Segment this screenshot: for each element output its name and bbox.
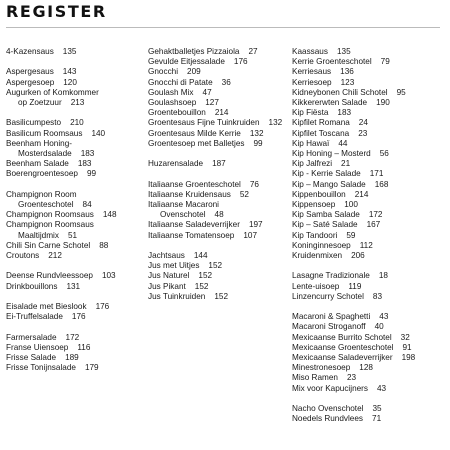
entry-page-number: 52 [239,189,249,199]
entry-name: Jus Naturel [148,271,190,281]
entry-page-number: 131 [66,281,81,291]
index-entry [148,271,282,281]
entry-continuation-line [6,200,117,210]
index-entry [292,159,415,169]
entry-name: Jus Tuinkruiden [148,291,206,301]
entry-page-number: 40 [374,322,384,332]
entry-name: Mexicaanse Burrito Schotel [292,332,392,342]
entry-page-number: 171 [369,169,384,179]
entry-page-number: 144 [193,251,208,261]
entry-page-number: 99 [253,138,263,148]
entry-name: Kip – Mango Salade [292,179,366,189]
entry-page-number: 44 [338,138,348,148]
entry-page-number: 135 [62,47,77,56]
entry-page-number: 95 [396,87,406,97]
entry-page-number: 198 [401,353,416,363]
index-entry [6,67,117,77]
entry-name: Kip Tandoori [292,230,338,240]
entry-page-number: 112 [359,240,373,250]
entry-name: Italiaanse Saladeverrijker [148,220,240,230]
entry-page-number: 152 [208,261,223,271]
index-entry [292,210,415,220]
entry-name: Kipfilet Romana [292,118,350,128]
index-column-1 [6,47,117,373]
entry-page-number: 59 [346,230,356,240]
entry-name-continuation: Groenteschotel [18,200,74,209]
entry-page-number: 209 [187,67,201,77]
group-spacer [292,394,415,404]
index-entry [148,88,282,98]
index-entry [6,312,117,322]
index-entry [292,57,415,67]
entry-page-number: 143 [62,67,77,77]
entry-name: Italiaanse Kruidensaus [148,189,231,199]
entry-page-number: 135 [336,47,351,56]
index-entry [148,200,282,220]
entry-name: Kip - Kerrie Salade [292,169,361,179]
entry-page-number: 103 [101,271,116,281]
entry-name: Croutons [6,251,40,261]
entry-page-number: 176 [95,302,110,311]
entry-page-number: 79 [380,57,390,67]
index-entry [148,159,282,169]
index-entry [148,190,282,200]
entry-page-number: 183 [80,149,95,158]
index-entry [148,180,282,190]
index-entry [292,241,415,251]
index-entry [292,139,415,149]
entry-page-number: 132 [249,128,264,138]
index-entry [292,88,415,98]
index-entry [148,261,282,271]
entry-page-number: 197 [248,220,263,230]
entry-name: Kip Honing – Mosterd [292,149,371,159]
index-entry [6,129,117,139]
index-entry [292,414,415,424]
entry-name: Gnocchi di Patate [148,77,213,87]
entry-name: Kip – Saté Salade [292,220,358,230]
entry-name: Kippensoep [292,200,336,210]
entry-page-number: 18 [378,271,388,281]
entry-name: Aspergesaus [6,67,54,77]
index-entry [292,343,415,353]
entry-name: Kidneybonen Chili Schotel [292,87,388,97]
entry-name: Miso Ramen [292,373,338,383]
index-entry [292,78,415,88]
index-entry [6,271,117,281]
index-entry [292,108,415,118]
entry-page-number: 152 [194,281,209,291]
entry-name: Deense Rundvleessoep [6,271,93,281]
group-spacer [148,241,282,251]
index-entry [292,98,415,108]
index-entry [292,353,415,363]
entry-name: Lasagne Tradizionale [292,271,370,281]
entry-page-number: 27 [248,47,258,56]
index-entry [292,312,415,322]
entry-page-number: 206 [351,251,365,261]
entry-name: Italiaanse Tomatensoep [148,230,235,240]
entry-name: Groentebouillon [148,108,206,118]
index-entry [292,282,415,292]
index-entry [292,190,415,200]
entry-name: Kerriesoep [292,77,332,87]
index-entry [292,129,415,139]
group-spacer [6,292,117,302]
entry-page-number: 21 [341,159,351,169]
index-entry [292,169,415,179]
entry-page-number: 99 [86,169,97,179]
entry-name: Kip Samba Salade [292,210,360,220]
group-spacer [6,180,117,190]
entry-page-number: 127 [205,98,219,108]
entry-page-number: 32 [400,332,410,342]
entry-name: Kikkererwten Salade [292,98,368,108]
entry-name: 4-Kazensaus [6,47,54,56]
index-entry [148,78,282,88]
entry-page-number: 107 [243,230,258,240]
index-entry [148,57,282,67]
entry-page-number: 120 [63,77,77,87]
entry-name: Drinkbouillons [6,281,58,291]
group-spacer [6,322,117,332]
index-entry [6,333,117,343]
entry-name: Kip Hawaï [292,138,330,148]
index-entry [292,251,415,261]
entry-name: Kippenbouillon [292,189,346,199]
index-entry [292,180,415,190]
entry-name-continuation: Maaltijdmix [18,230,59,240]
entry-name: Mexicaanse Groenteschotel [292,342,394,352]
entry-name: Gnocchi [148,67,179,77]
group-spacer [292,302,415,312]
entry-name: Beenham Salade [6,159,69,169]
entry-name: Groentesoep met Balletjes [148,138,245,148]
entry-name: Kerrie Groenteschotel [292,57,372,67]
index-entry [148,292,282,302]
entry-name: Basilicum Roomsaus [6,128,83,138]
entry-name: Kruidenmixen [292,251,343,261]
entry-page-number: 76 [249,179,259,189]
entry-name: Franse Uiensoep [6,342,69,352]
group-spacer [6,108,117,118]
index-entry [6,159,117,169]
entry-page-number: 187 [212,159,226,169]
index-entry [148,108,282,118]
index-entry [148,139,282,149]
entry-page-number: 152 [214,291,229,301]
entry-page-number: 119 [348,281,362,291]
entry-page-number: 128 [359,363,373,373]
index-entry [148,47,282,57]
index-entry [292,47,415,57]
entry-page-number: 123 [340,77,355,87]
group-spacer [6,261,117,271]
entry-name: Gehaktballetjes Pizzaiola [148,47,240,56]
entry-name: Frisse Salade [6,353,57,362]
entry-name: Champignon Roomsaus [6,210,94,220]
entry-name: Kip Fiësta [292,108,329,118]
entry-page-number: 132 [268,118,283,128]
index-entry [292,322,415,332]
index-entry [292,149,415,159]
index-entry [148,129,282,139]
index-entry [148,231,282,241]
entry-name-continuation: Ovenschotel [160,210,206,220]
entry-continuation-line [6,149,117,159]
index-entry [292,333,415,343]
entry-page-number: 24 [358,118,368,128]
index-entry [6,302,117,312]
index-entry [6,190,117,210]
entry-page-number: 116 [77,342,91,352]
entry-page-number: 100 [344,200,358,210]
entry-page-number: 48 [214,210,224,220]
index-entry [148,220,282,230]
entry-name: Groentesaus Fijne Tuinkruiden [148,118,260,128]
entry-page-number: 183 [77,159,92,169]
entry-page-number: 88 [99,240,109,250]
entry-name: Gevulde Eitjessalade [148,57,225,67]
entry-name: Augurken of Komkommer [6,87,99,97]
title-divider [6,27,440,28]
index-entry [6,220,117,240]
entry-page-number: 84 [82,200,92,209]
entry-name: Noedels Rundvlees [292,414,364,424]
entry-page-number: 172 [65,332,80,342]
entry-page-number: 176 [71,312,86,322]
entry-name: Ei-Truffelsalade [6,312,63,322]
entry-name: Jus Pikant [148,281,186,291]
index-entry [6,78,117,88]
entry-page-number: 148 [102,210,117,220]
index-entry [292,118,415,128]
entry-page-number: 23 [346,373,357,383]
entry-name: Kerriesaus [292,67,332,77]
entry-name: Macaroni Stroganoff [292,322,366,332]
entry-name: Italiaanse Macaroni [148,200,219,210]
entry-name: Aspergesoep [6,77,55,87]
index-entry [6,343,117,353]
entry-name: Huzarensalade [148,159,204,169]
index-entry [292,67,415,77]
entry-page-number: 214 [214,108,229,118]
page-title: REGISTER [6,2,107,21]
index-entry [292,363,415,373]
entry-name: Lente-uisoep [292,281,340,291]
entry-page-number: 183 [337,108,352,118]
entry-name: Chili Sin Carne Schotel [6,240,91,250]
entry-page-number: 214 [354,189,369,199]
entry-name: Jachtsaus [148,251,185,261]
group-spacer [148,149,282,159]
index-entry [6,139,117,159]
entry-page-number: 47 [202,87,212,97]
entry-page-number: 23 [358,128,368,138]
entry-name: Nacho Ovenschotel [292,404,364,414]
index-entry [148,98,282,108]
index-entry [6,282,117,292]
index-entry [148,282,282,292]
entry-name: Koninginnesoep [292,240,351,250]
entry-page-number: 140 [91,128,106,138]
entry-name: Minestronesoep [292,363,351,373]
entry-name: Italiaanse Groenteschotel [148,179,241,189]
group-spacer [148,169,282,179]
entry-page-number: 213 [70,98,85,107]
entry-name: Jus met Uitjes [148,261,200,271]
entry-name: Champignon Roomsaus [6,220,94,230]
index-entry [292,231,415,241]
entry-page-number: 210 [70,118,84,128]
entry-page-number: 212 [48,251,62,261]
entry-name: Kipfilet Toscana [292,128,350,138]
entry-page-number: 152 [198,271,213,281]
entry-name: Champignon Room [6,189,77,199]
entry-name: Mexicaanse Saladeverrijker [292,353,393,363]
entry-page-number: 179 [84,363,99,373]
entry-name: Beenham Honing- [6,138,72,148]
index-entry [6,88,117,108]
entry-page-number: 43 [377,383,387,393]
index-entry [292,292,415,302]
entry-page-number: 83 [372,291,383,301]
index-entry [6,47,117,57]
group-spacer [292,261,415,271]
entry-name: Eisalade met Bieslook [6,302,87,311]
index-entry [148,118,282,128]
entry-name: Basilicumpesto [6,118,62,128]
entry-name-continuation: Mosterdsalade [18,149,72,158]
entry-page-number: 167 [366,220,381,230]
index-entry [6,353,117,363]
entry-name: Goulashsoep [148,98,197,108]
entry-page-number: 36 [221,77,231,87]
entry-page-number: 51 [67,230,78,240]
entry-page-number: 43 [379,312,389,322]
index-entry [6,169,117,179]
entry-page-number: 56 [379,149,389,159]
index-entry [292,404,415,414]
entry-name-continuation: op Zoetzuur [18,98,62,107]
entry-name: Boerengroentesoep [6,169,78,179]
index-entry [6,118,117,128]
group-spacer [6,57,117,67]
entry-page-number: 172 [368,210,383,220]
entry-page-number: 136 [340,67,354,77]
entry-continuation-line [148,210,282,220]
entry-page-number: 190 [376,98,390,108]
index-entry [292,384,415,394]
index-entry [292,220,415,230]
entry-name: Macaroni & Spaghetti [292,312,371,322]
entry-name: Farmersalade [6,332,57,342]
entry-continuation-line [6,231,117,241]
entry-page-number: 176 [233,57,248,67]
index-entry [6,210,117,220]
entry-name: Frisse Tonijnsalade [6,363,76,373]
entry-name: Groentesaus Milde Kerrie [148,128,241,138]
index-entry [292,271,415,281]
index-entry [292,200,415,210]
entry-page-number: 71 [372,414,382,424]
index-entry [148,251,282,261]
entry-page-number: 189 [65,353,79,362]
entry-name: Kip Jalfrezi [292,159,333,169]
index-entry [6,241,117,251]
entry-name: Goulash Mix [148,87,194,97]
index-entry [148,67,282,77]
index-column-2 [148,47,282,302]
index-entry [292,373,415,383]
entry-page-number: 35 [372,404,382,414]
entry-page-number: 91 [402,342,412,352]
entry-name: Mix voor Kapucijners [292,383,368,393]
index-entry [6,363,117,373]
entry-name: Kaassaus [292,47,328,56]
entry-name: Linzencurry Schotel [292,291,364,301]
entry-continuation-line [6,98,117,108]
index-column-3 [292,47,415,424]
index-entry [6,251,117,261]
entry-page-number: 168 [374,179,389,189]
